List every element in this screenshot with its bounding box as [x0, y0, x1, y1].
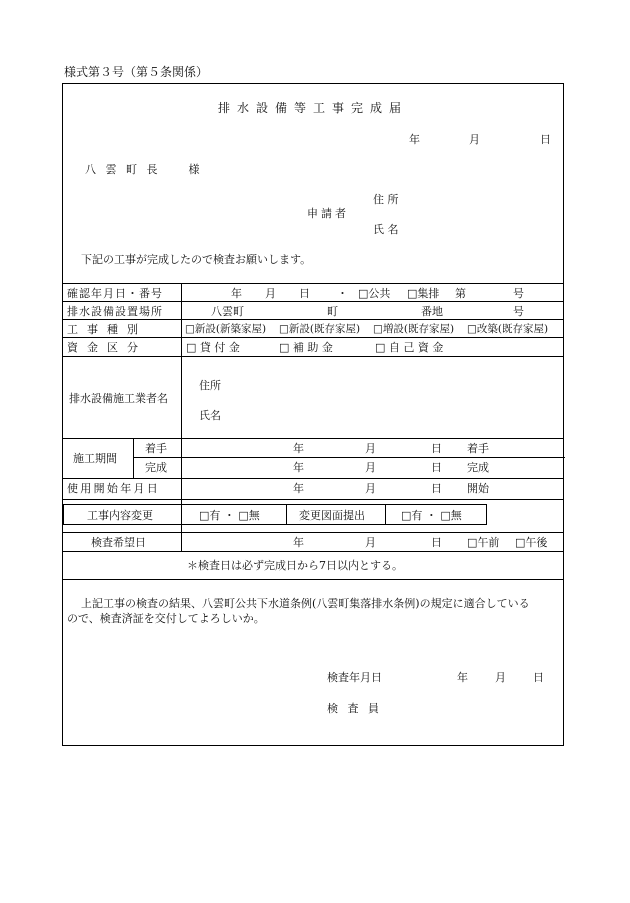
result-text-line1: 上記工事の検査の結果、八雲町公共下水道条例(八雲町集落排水条例)の規定に適合している [81, 597, 530, 610]
inspection-note: ＊検査日は必ず完成日から7日以内とする。 [187, 559, 403, 572]
use-start-label: 使用開始年月日 [67, 482, 161, 495]
period-end-suffix: 完成 [467, 461, 489, 474]
inspection-month: 月 [365, 536, 376, 549]
work-type-label: 工事種別 [67, 323, 147, 336]
contractor-label: 排水設備施工業者名 [69, 392, 168, 405]
confirm-dai: 第 [455, 287, 466, 300]
header-year-label: 年 [409, 133, 420, 146]
public-checkbox[interactable]: □公共 [358, 287, 391, 300]
form-frame [62, 83, 564, 746]
inspection-pm-checkbox[interactable]: □午後 [515, 536, 548, 549]
period-start-month: 月 [365, 442, 376, 455]
rule [63, 438, 563, 439]
rule [63, 532, 563, 533]
intro-text: 下記の工事が完成したので検査お願いします。 [81, 253, 312, 266]
rule [181, 532, 182, 551]
use-start-suffix: 開始 [467, 482, 489, 495]
rule [63, 301, 563, 302]
contractor-address-label: 住所 [199, 379, 221, 392]
period-end-month: 月 [365, 461, 376, 474]
result-text-line2: ので、検査済証を交付してよろしいか。 [67, 612, 265, 625]
rule [63, 319, 563, 320]
inspection-year: 年 [293, 536, 304, 549]
period-start-year: 年 [293, 442, 304, 455]
place-banchi: 番地 [421, 305, 443, 318]
drawing-options[interactable]: □有 ・ □無 [401, 509, 462, 522]
rule [63, 337, 563, 338]
use-start-day: 日 [431, 482, 442, 495]
confirm-month: 月 [265, 287, 276, 300]
rule [133, 438, 134, 478]
rule [63, 478, 563, 479]
period-start-suffix: 着手 [467, 442, 489, 455]
form-title: 排水設備等工事完成届 [217, 101, 408, 115]
period-end-day: 日 [431, 461, 442, 474]
rule [133, 457, 565, 458]
work-type-renovation[interactable]: □改築(既存家屋) [467, 323, 549, 335]
rule [181, 283, 182, 532]
applicant-name-label: 氏 名 [373, 223, 399, 236]
inspection-day: 日 [431, 536, 442, 549]
period-start-day: 日 [431, 442, 442, 455]
period-end-year: 年 [293, 461, 304, 474]
place-town: 八雲町 [211, 305, 244, 318]
change-label: 工事内容変更 [87, 509, 153, 522]
place-label: 排水設備設置場所 [67, 305, 163, 318]
form-caption: 様式第３号（第５条関係） [64, 65, 209, 79]
rule [63, 356, 563, 357]
place-go: 号 [513, 305, 524, 318]
rule [63, 551, 563, 552]
period-start-label: 着手 [145, 442, 167, 455]
inspection-date-day: 日 [533, 671, 544, 684]
rule [63, 283, 563, 284]
confirm-year: 年 [231, 287, 242, 300]
period-label: 施工期間 [73, 452, 117, 465]
applicant-address-label: 住 所 [373, 193, 399, 206]
funding-own[interactable]: □ 自 己 資 金 [375, 341, 444, 354]
contractor-name-label: 氏名 [199, 409, 221, 422]
inspector-label: 検 査 員 [327, 702, 382, 715]
change-options[interactable]: □有 ・ □無 [199, 509, 260, 522]
confirm-dot: ・ [337, 287, 348, 300]
confirm-go: 号 [513, 287, 524, 300]
rule [63, 579, 563, 580]
funding-loan[interactable]: □ 貸 付 金 [186, 341, 240, 354]
rule [63, 499, 563, 500]
header-day-label: 日 [540, 133, 551, 146]
work-type-new-existing[interactable]: □新設(既存家屋) [279, 323, 361, 335]
inspection-label: 検査希望日 [91, 536, 146, 549]
inspection-date-month: 月 [495, 671, 506, 684]
confirm-day: 日 [299, 287, 310, 300]
inspection-date-year: 年 [457, 671, 468, 684]
inspection-date-label: 検査年月日 [327, 671, 382, 684]
confirm-label: 確認年月日・番号 [67, 287, 163, 300]
work-type-extension[interactable]: □増設(既存家屋) [373, 323, 455, 335]
period-end-label: 完成 [145, 461, 167, 474]
addressee: 八 雲 町 長 様 [85, 163, 203, 176]
applicant-label: 申請者 [307, 207, 349, 220]
use-start-year: 年 [293, 482, 304, 495]
work-type-new-build[interactable]: □新設(新築家屋) [185, 323, 267, 335]
header-month-label: 月 [469, 133, 480, 146]
funding-label: 資金区分 [67, 341, 147, 354]
inspection-am-checkbox[interactable]: □午前 [467, 536, 500, 549]
use-start-month: 月 [365, 482, 376, 495]
funding-subsidy[interactable]: □ 補 助 金 [279, 341, 333, 354]
shuhai-checkbox[interactable]: □集排 [407, 287, 440, 300]
place-cho: 町 [327, 305, 338, 318]
drawing-label: 変更図面提出 [299, 509, 365, 522]
